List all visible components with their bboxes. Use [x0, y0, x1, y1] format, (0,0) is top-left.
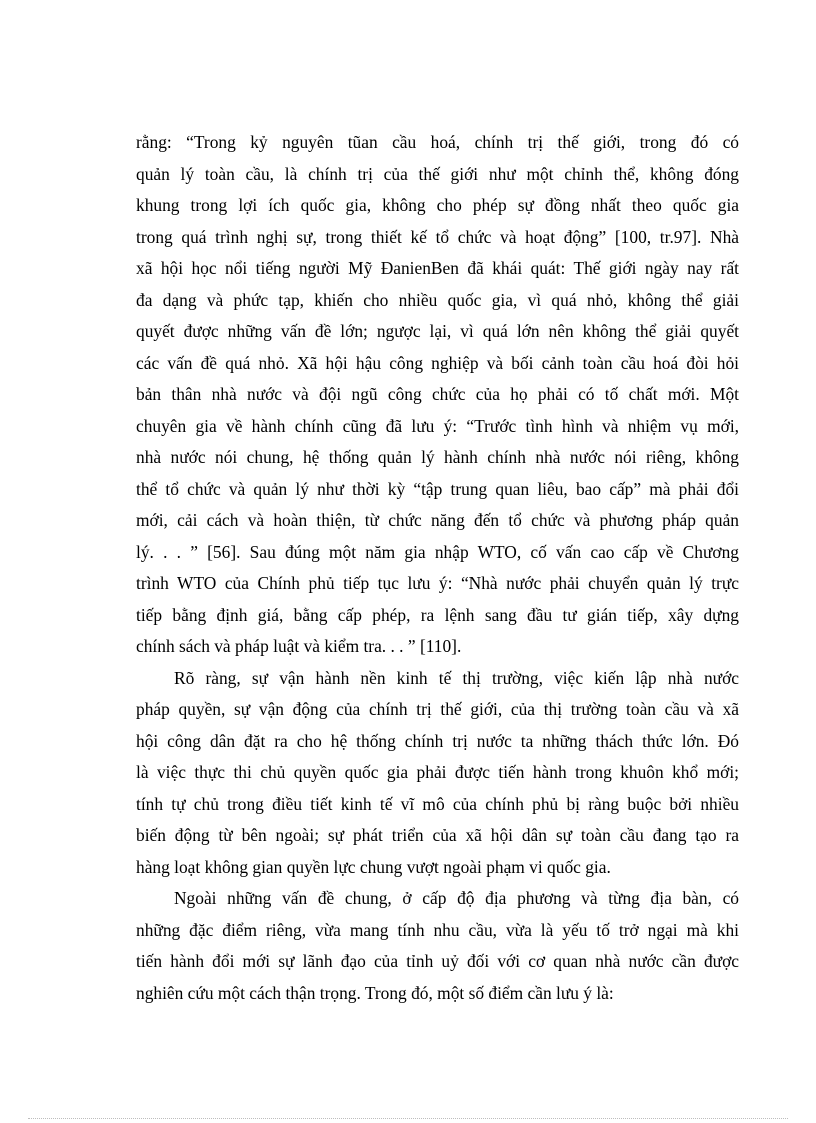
text-line: khung trong lợi ích quốc gia, không cho phép sự đồng nhất theo quốc gia [136, 195, 739, 215]
text-line: nhà nước nói chung, hệ thống quản lý hành chính nhà nước nói riêng, không [136, 447, 739, 467]
body-text [136, 127, 739, 1009]
text-line: lý. . . ” [56]. Sau đúng một năm gia nhập WTO, cố vấn cao cấp về Chương [136, 541, 739, 562]
text-line: hàng loạt không gian quyền lực chung vượt ngoài phạm vi quốc gia. [136, 856, 611, 877]
paragraph-3 [136, 883, 739, 1009]
text-line: tính tự chủ trong điều tiết kinh tế vĩ mô của chính phủ bị ràng buộc bởi nhiều [136, 793, 739, 814]
text-line: biến động từ bên ngoài; sự phát triển của xã hội dân sự toàn cầu đang tạo ra [136, 825, 739, 845]
text-line: pháp quyền, sự vận động của chính trị thế giới, của thị trường toàn cầu và xã [136, 699, 739, 719]
text-line: trong quá trình nghị sự, trong thiết kế tổ chức và hoạt động” [100, tr.97]. Nhà [136, 226, 739, 247]
text-line: nghiên cứu một cách thận trọng. Trong đó, một số điểm cần lưu ý là: [136, 982, 614, 1003]
paragraph-2 [136, 663, 739, 884]
text-line: thể tổ chức và quản lý như thời kỳ “tập trung quan liêu, bao cấp” mà phải đổi [136, 478, 739, 499]
text-line: mới, cải cách và hoàn thiện, từ chức năng đến tổ chức và phương pháp quản [136, 510, 739, 530]
text-line: tiến hành đổi mới sự lãnh đạo của tỉnh uỷ đối với cơ quan nhà nước cần được [136, 951, 739, 971]
text-line: bản thân nhà nước và đội ngũ công chức của họ phải có tố chất mới. Một [136, 384, 739, 404]
text-line: đa dạng và phức tạp, khiến cho nhiều quốc gia, vì quá nhỏ, không thể giải [136, 289, 739, 310]
text-line: tiếp bằng định giá, bằng cấp phép, ra lệnh sang đầu tư gián tiếp, xây dựng [136, 604, 739, 625]
text-line: hội công dân đặt ra cho hệ thống chính trị nước ta những thách thức lớn. Đó [136, 730, 739, 751]
text-line: những đặc điểm riêng, vừa mang tính nhu cầu, vừa là yếu tố trở ngại mà khi [136, 919, 739, 940]
paragraph-1 [136, 127, 739, 663]
text-line: Ngoài những vấn đề chung, ở cấp độ địa phương và từng địa bàn, có [174, 888, 739, 908]
text-line: chuyên gia về hành chính cũng đã lưu ý: “Trước tình hình và nhiệm vụ mới, [136, 415, 739, 436]
text-line: chính sách và pháp luật và kiểm tra. . . ” [110]. [136, 636, 462, 656]
page-bottom-divider [28, 1118, 788, 1119]
text-line: các vấn đề quá nhỏ. Xã hội hậu công nghiệp và bối cảnh toàn cầu hoá đòi hỏi [136, 352, 739, 373]
text-line: là việc thực thi chủ quyền quốc gia phải được tiến hành trong khuôn khổ mới; [136, 762, 739, 782]
text-line: xã hội học nổi tiếng người Mỹ ĐanienBen đã khái quát: Thế giới ngày nay rất [136, 258, 739, 278]
text-line: trình WTO của Chính phủ tiếp tục lưu ý: “Nhà nước phải chuyển quản lý trực [136, 573, 739, 593]
text-line: quản lý toàn cầu, là chính trị của thế giới như một chỉnh thể, không đóng [136, 163, 739, 184]
text-line: Rõ ràng, sự vận hành nền kinh tế thị trường, việc kiến lập nhà nước [174, 667, 739, 688]
text-line: rằng: “Trong kỷ nguyên tũan cầu hoá, chính trị thế giới, trong đó có [136, 132, 739, 152]
text-line: quyết được những vấn đề lớn; ngược lại, vì quá lớn nên không thể giải quyết [136, 321, 739, 341]
